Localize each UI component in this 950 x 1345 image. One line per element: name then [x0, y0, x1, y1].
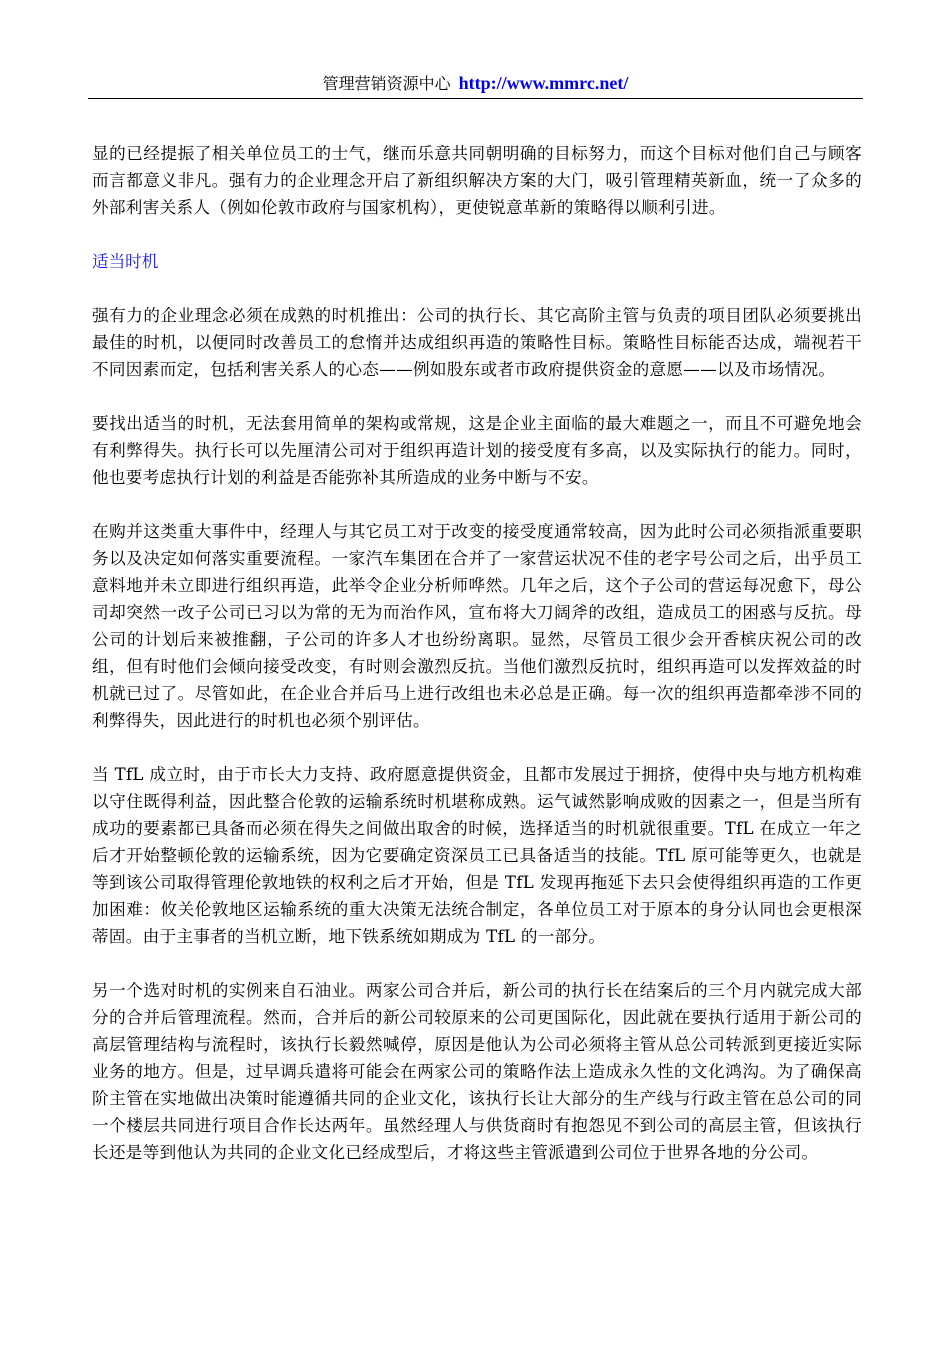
paragraph-finding-timing: 要找出适当的时机，无法套用简单的架构或常规，这是企业主面临的最大难题之一，而且不可避免地会有利弊得失。执行长可以先厘清公司对于组织再造计划的接受度有多高，以及实际执行的能力。同时，他也要考虑执行计划的利益是否能弥补其所造成的业务中断与不安。 [92, 414, 862, 487]
section-heading-timing: 适当时机 [92, 252, 159, 271]
paragraph-tfl-example: 当 TfL 成立时，由于市长大力支持、政府愿意提供资金，且都市发展过于拥挤，使得中央与地方机构难以守住既得利益，因此整合伦敦的运输系统时机堪称成熟。运气诚然影响成败的因素之一，但是当所有成功的要素都已具备而必须在得失之间做出取舍的时候，选择适当的时机就很重要。TfL 在成立一年之后才开始整顿伦敦的运输系统，因为它要确定资深员工已具备适当的技能。TfL 原可能等更久，也就是等到该公司取得管理伦敦地铁的权利之后才开始，但是 TfL 发现再拖延下去只会使得组织再造的工作更加困难：攸关伦敦地区运输系统的重大决策无法统合制定，各单位员工对于原本的身分认同也会更根深蒂固。由于主事者的当机立断，地下铁系统如期成为 TfL 的一部分。 [92, 765, 862, 946]
paragraph-oil-example: 另一个选对时机的实例来自石油业。两家公司合并后，新公司的执行长在结案后的三个月内就完成大部分的合并后管理流程。然而，合并后的新公司较原来的公司更国际化，因此就在要执行适用于新公司的高层管理结构与流程时，该执行长毅然喊停，原因是他认为公司必须将主管从总公司转派到更接近实际业务的地方。但是，过早调兵遣将可能会在两家公司的策略作法上造成永久性的文化鸿沟。为了确保高阶主管在实地做出决策时能遵循共同的企业文化，该执行长让大部分的生产线与行政主管在总公司的同一个楼层共同进行项目合作长达两年。虽然经理人与供货商时有抱怨见不到公司的高层主管，但该执行长还是等到他认为共同的企业文化已经成型后，才将这些主管派遣到公司位于世界各地的分公司。 [92, 981, 862, 1162]
paragraph-intro: 显的已经提振了相关单位员工的士气，继而乐意共同朝明确的目标努力，而这个目标对他们自己与顾客而言都意义非凡。强有力的企业理念开启了新组织解决方案的大门，吸引管理精英新血，统一了众多的外部利害关系人（例如伦敦市政府与国家机构），更使锐意革新的策略得以顺利引进。 [92, 144, 862, 217]
site-name: 管理营销资源中心 [322, 74, 451, 93]
page-header [88, 70, 863, 99]
paragraph-merger-example: 在购并这类重大事件中，经理人与其它员工对于改变的接受度通常较高，因为此时公司必须指派重要职务以及决定如何落实重要流程。一家汽车集团在合并了一家营运状况不佳的老字号公司之后，出乎员工意料地并未立即进行组织再造，此举令企业分析师哗然。几年之后，这个子公司的营运每况愈下，母公司却突然一改子公司已习以为常的无为而治作风，宣布将大刀阔斧的改组，造成员工的困惑与反抗。母公司的计划后来被推翻，子公司的许多人才也纷纷离职。显然，尽管员工很少会开香槟庆祝公司的改组，但有时他们会倾向接受改变，有时则会激烈反抗。当他们激烈反抗时，组织再造可以发挥效益的时机就已过了。尽管如此，在企业合并后马上进行改组也未必总是正确。每一次的组织再造都牵涉不同的利弊得失，因此进行的时机也必须个别评估。 [92, 522, 862, 730]
paragraph-timing: 强有力的企业理念必须在成熟的时机推出：公司的执行长、其它高阶主管与负责的项目团队必须要挑出最佳的时机，以便同时改善员工的怠惰并达成组织再造的策略性目标。策略性目标能否达成，端视若干不同因素而定，包括利害关系人的心态——例如股东或者市政府提供资金的意愿——以及市场情况。 [92, 306, 862, 379]
site-url-link[interactable]: http://www.mmrc.net/ [458, 73, 629, 93]
article-body [92, 140, 862, 1193]
